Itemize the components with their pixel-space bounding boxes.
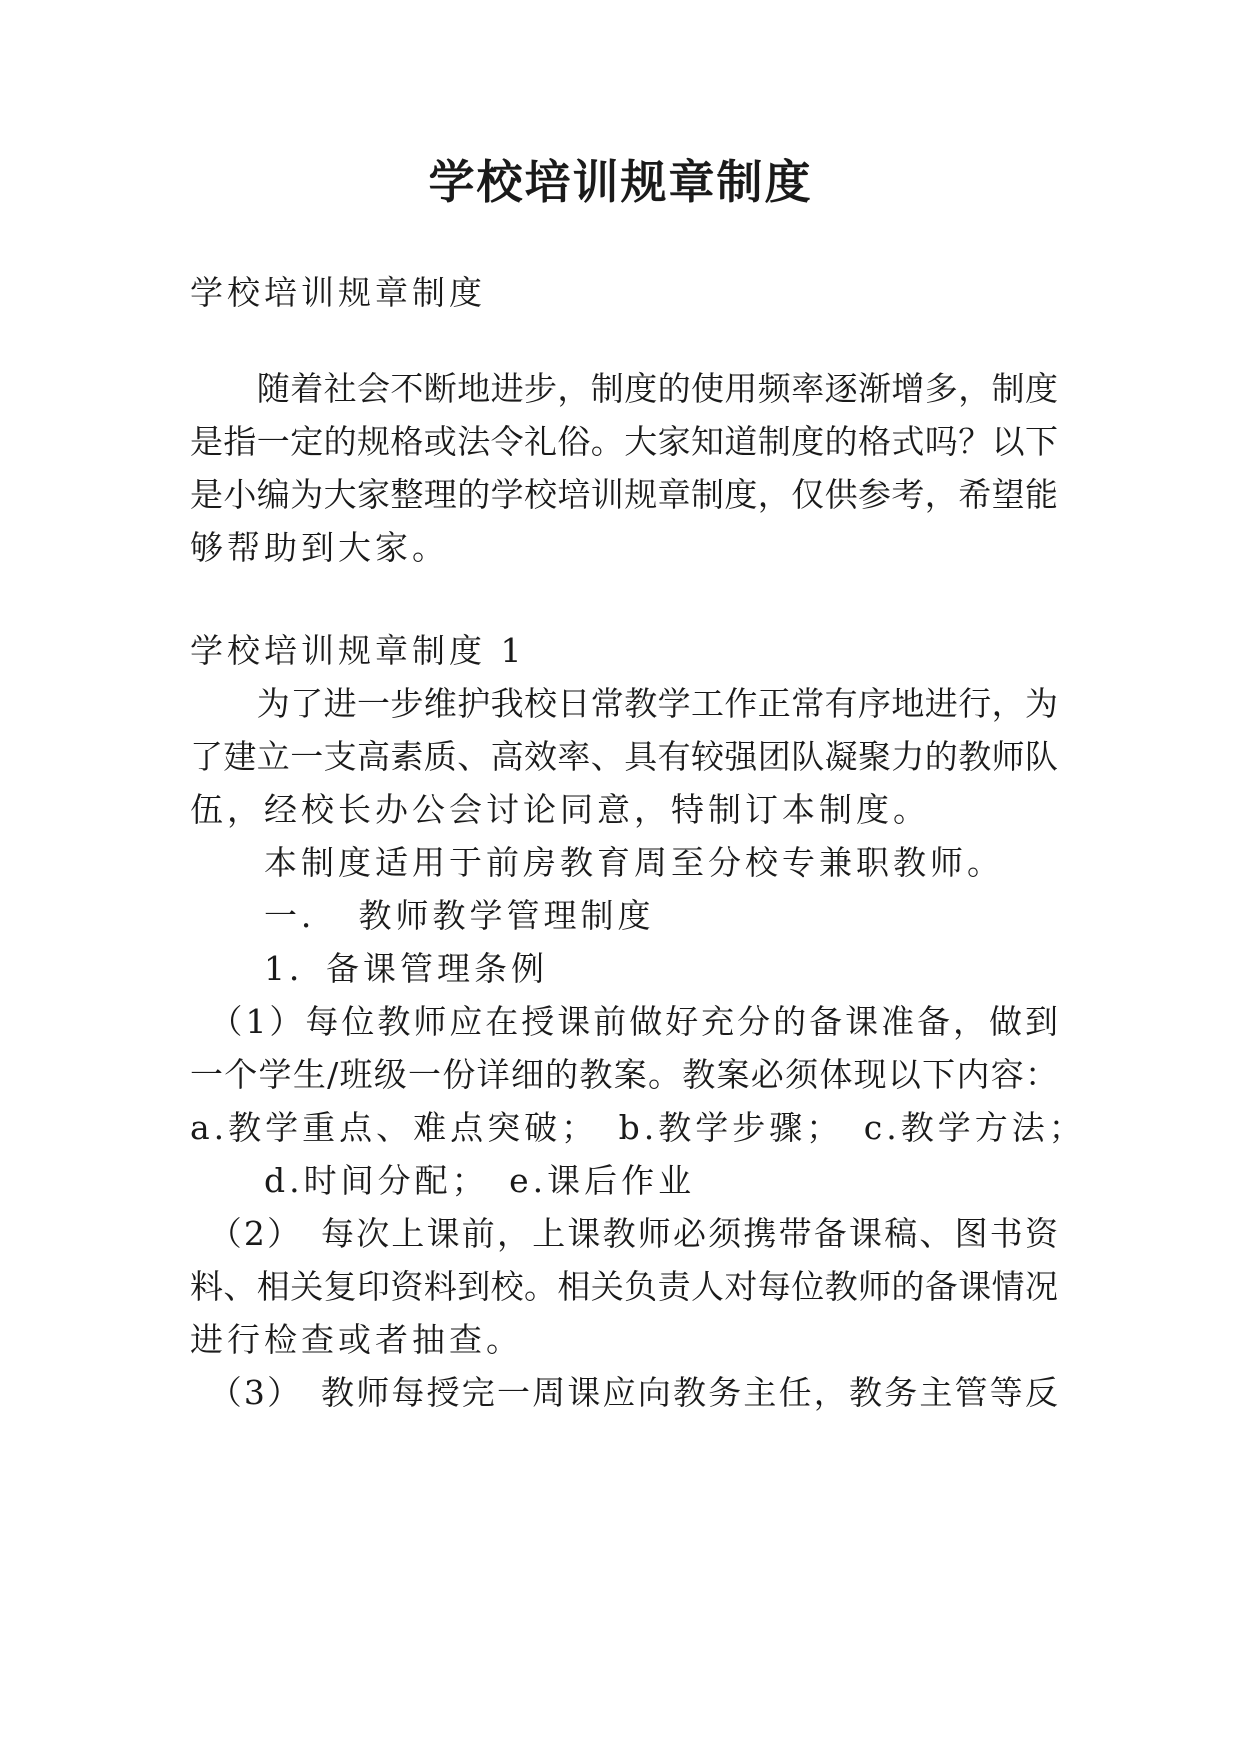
body-line: （3） 教师每授完一周课应向教务主任，教务主管等反: [190, 1373, 1058, 1412]
body-line: a.教学重点、难点突破； b.教学步骤； c.教学方法；: [190, 1108, 1086, 1147]
body-line: 进行检查或者抽查。: [190, 1320, 523, 1359]
intro-line: 随着社会不断地进步，制度的使用频率逐渐增多，制度: [190, 369, 1058, 408]
body-line: （2） 每次上课前，上课教师必须携带备课稿、图书资: [190, 1214, 1058, 1253]
body-line: （1）每位教师应在授课前做好充分的备课准备，做到: [190, 1002, 1058, 1041]
body-line: 了建立一支高素质、高效率、具有较强团队凝聚力的教师队: [190, 737, 1058, 776]
body-line: 料、相关复印资料到校。相关负责人对每位教师的备课情况: [190, 1267, 1058, 1306]
body-line: 本制度适用于前房教育周至分校专兼职教师。: [190, 843, 1004, 882]
intro-line: 是小编为大家整理的学校培训规章制度，仅供参考，希望能: [190, 475, 1058, 514]
document-title: 学校培训规章制度: [428, 155, 813, 209]
body-line: 1．备课管理条例: [190, 949, 548, 988]
body-line: 为了进一步维护我校日常教学工作正常有序地进行，为: [190, 684, 1058, 723]
intro-line: 是指一定的规格或法令礼俗。大家知道制度的格式吗？以下: [190, 422, 1058, 461]
body-line: 一个学生/班级一份详细的教案。教案必须体现以下内容：: [190, 1055, 1058, 1094]
body-line: d.时间分配； e.课后作业: [190, 1161, 696, 1200]
intro-line: 够帮助到大家。: [190, 528, 449, 567]
body-line: 伍，经校长办公会讨论同意，特制订本制度。: [190, 790, 930, 829]
body-line: 一． 教师教学管理制度: [190, 896, 655, 935]
section-heading: 学校培训规章制度 1: [190, 631, 526, 670]
document-subtitle: 学校培训规章制度: [190, 273, 486, 312]
